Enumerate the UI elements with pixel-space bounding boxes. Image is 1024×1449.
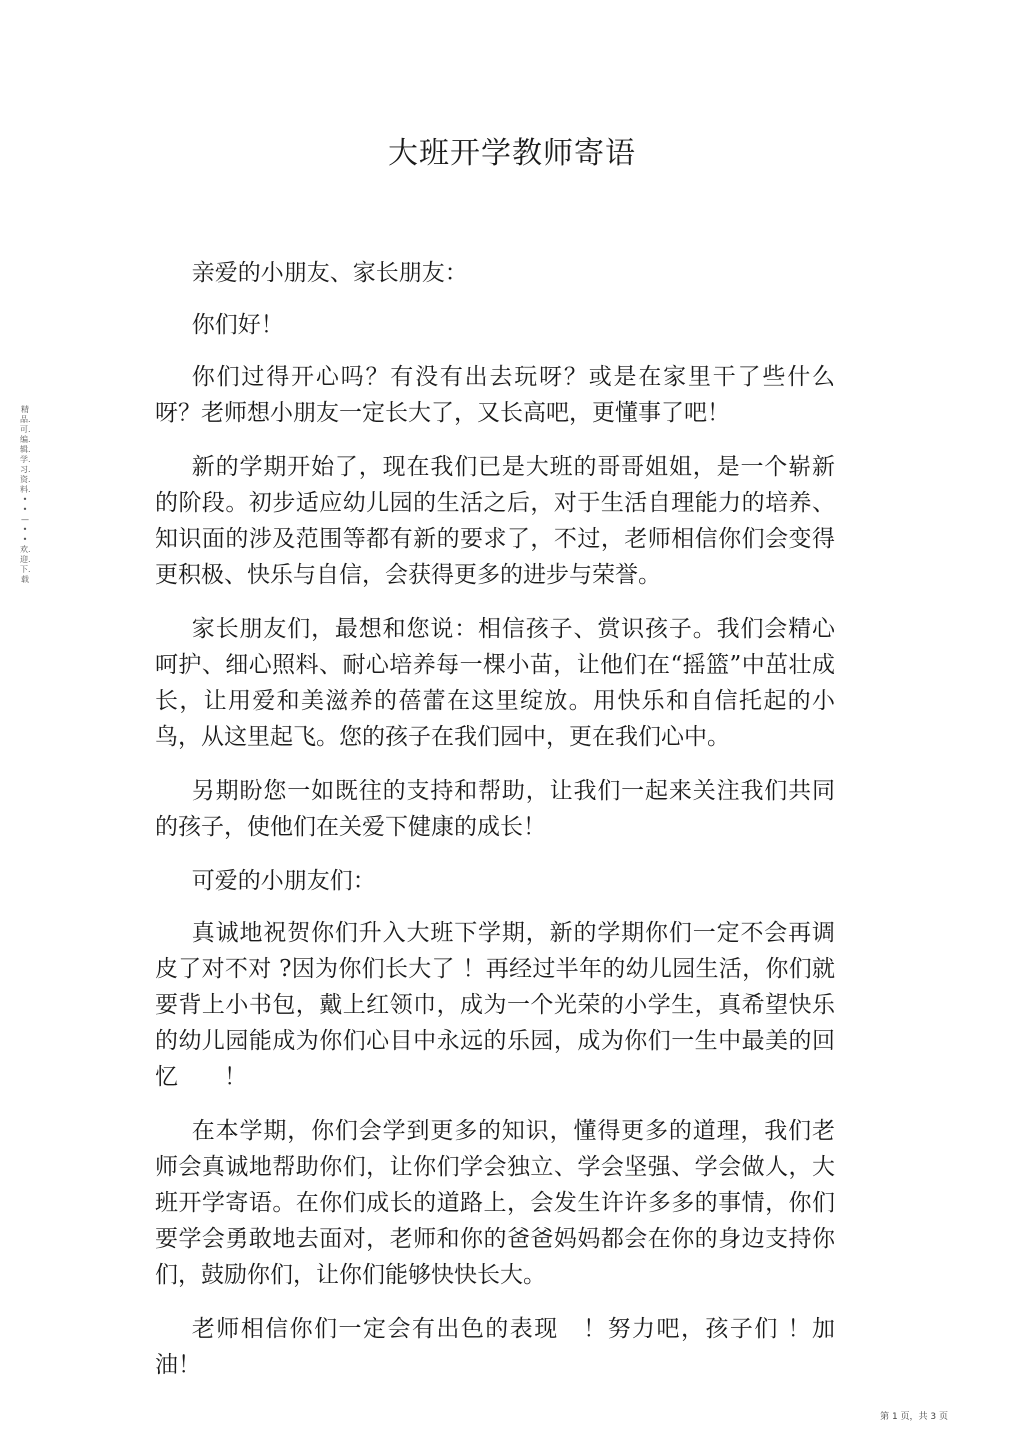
body-paragraph: 家长朋友们，最想和您说：相信孩子、赏识孩子。我们会精心呵护、细心照料、耐心培养每一棵小苗，让他们在“摇篮”中茁壮成长，让用爱和美滋养的蓓蕾在这里绽放。用快乐和自信托起的小鸟，从这里起飞。您的孩子在我们园中，更在我们心中。 — [155, 616, 835, 750]
body-paragraph: 真诚地祝贺你们升入大班下学期，新的学期你们一定不会再调皮了对不对 ?因为你们长大了 ！再经过半年的幼儿园生活，你们就要背上小书包，戴上红领巾，成为一个光荣的小学生，真希望快乐的幼儿园能成为你们心目中永远的乐园，成为你们一生中最美的回忆 ！ — [155, 920, 835, 1090]
document-body — [155, 255, 835, 1401]
greeting-paragraph: 亲爱的小朋友、家长朋友： — [191, 260, 468, 286]
body-paragraph: 新的学期开始了，现在我们已是大班的哥哥姐姐，是一个崭新的阶段。初步适应幼儿园的生活之后，对于生活自理能力的培养、知识面的涉及范围等都有新的要求了，不过，老师相信你们会变得更积极、快乐与自信，会获得更多的进步与荣誉。 — [155, 454, 835, 588]
page-number: 第 1 页，共 3 页 — [880, 1412, 948, 1422]
body-paragraph: 另期盼您一如既往的支持和帮助，让我们一起来关注我们共同的孩子，使他们在关爱下健康的成长！ — [155, 778, 835, 840]
closing-paragraph: 老师相信你们一定会有出色的表现 ！努力吧，孩子们 ！加油！ — [155, 1316, 835, 1378]
children-greeting-paragraph: 可爱的小朋友们： — [191, 868, 376, 894]
body-paragraph: 在本学期，你们会学到更多的知识，懂得更多的道理，我们老师会真诚地帮助你们，让你们学会独立、学会坚强、学会做人，大班开学寄语。在你们成长的道路上，会发生许许多多的事情，你们要学会勇敢地去面对，老师和你的爸爸妈妈都会在你的身边支持你们，鼓励你们，让你们能够快快长大。 — [155, 1118, 835, 1288]
side-watermark-note: 精品.可.编.辑.学.习.资.料.• •—• • 欢.迎.下.载 — [20, 405, 36, 584]
body-paragraph: 你们过得开心吗？有没有出去玩呀？或是在家里干了些什么呀？老师想小朋友一定长大了，又长高吧，更懂事了吧！ — [155, 364, 835, 426]
hello-paragraph: 你们好！ — [191, 312, 284, 338]
document-title: 大班开学教师寄语 — [388, 136, 636, 171]
